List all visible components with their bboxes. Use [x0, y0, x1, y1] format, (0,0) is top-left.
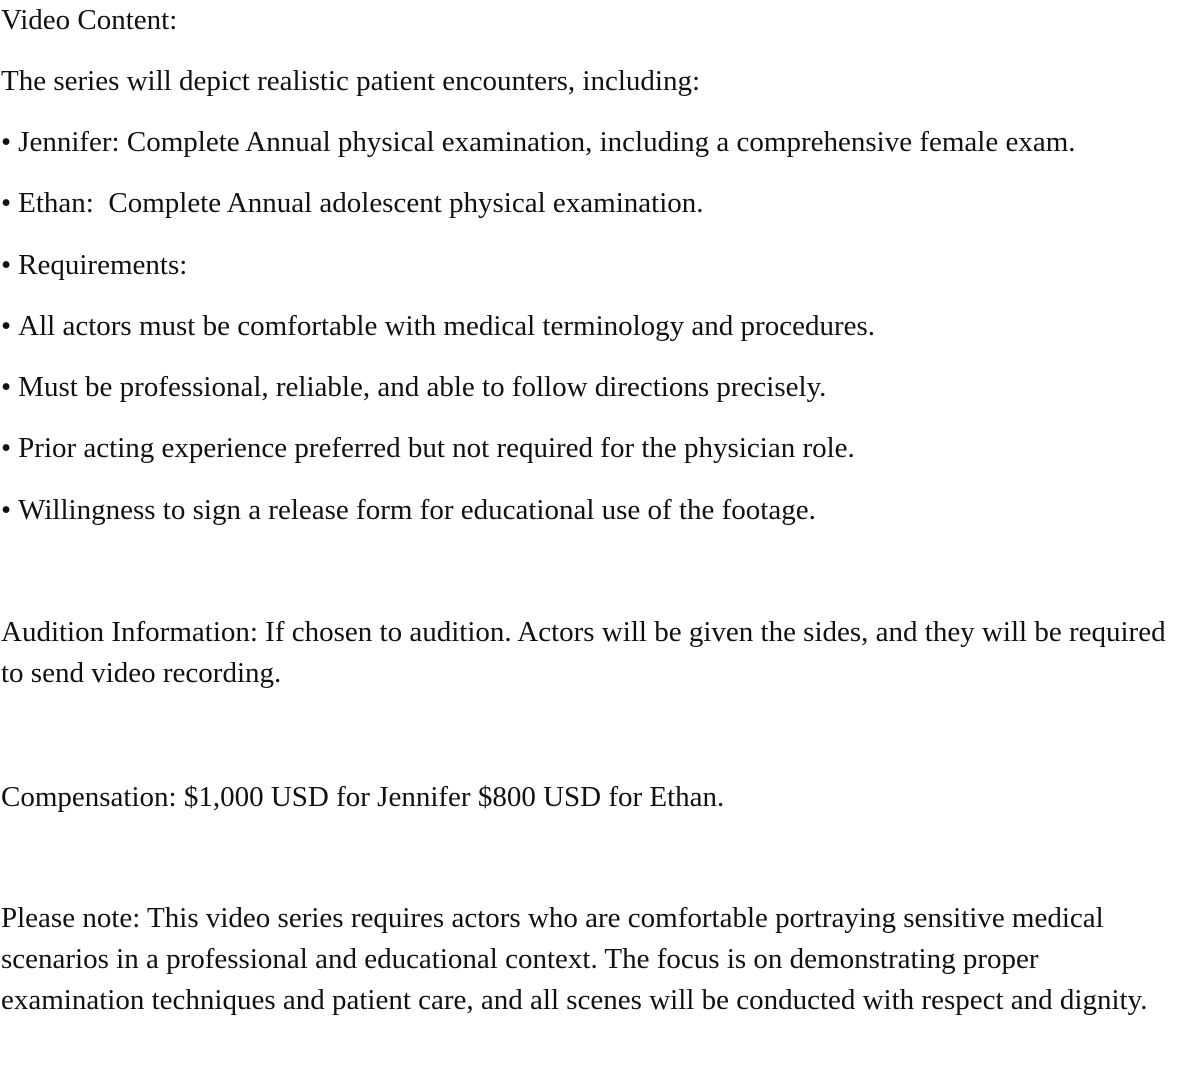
list-item-text: Prior acting experience preferred but not required for the physician role.	[18, 432, 855, 464]
list-item	[1, 428, 855, 468]
bullet-icon: •	[1, 187, 12, 219]
bullet-icon: •	[1, 371, 12, 403]
list-item	[1, 183, 704, 223]
list-item-text: All actors must be comfortable with medical terminology and procedures.	[18, 310, 876, 342]
list-item-text: Willingness to sign a release form for educational use of the footage.	[18, 494, 816, 526]
bullet-icon: •	[1, 432, 12, 464]
section-heading: Video Content:	[1, 4, 178, 36]
bullet-icon: •	[1, 249, 12, 281]
list-item	[1, 490, 816, 530]
intro-text: The series will depict realistic patient encounters, including:	[1, 65, 701, 97]
list-item-text: Jennifer: Complete Annual physical examination, including a comprehensive female exam.	[18, 126, 1076, 158]
bullet-icon: •	[1, 310, 12, 342]
list-item	[1, 367, 826, 407]
list-item-text: Requirements:	[18, 249, 188, 281]
audition-paragraph: Audition Information: If chosen to audition. Actors will be given the sides, and they will be required to send video recording.	[1, 616, 1166, 689]
list-item	[1, 245, 187, 285]
list-item-text: Must be professional, reliable, and able to follow directions precisely.	[18, 371, 827, 403]
bullet-icon: •	[1, 126, 12, 158]
compensation-paragraph: Compensation: $1,000 USD for Jennifer $800 USD for Ethan.	[1, 781, 725, 813]
list-item	[1, 122, 1076, 162]
list-item	[1, 306, 875, 346]
bullet-icon: •	[1, 494, 12, 526]
list-item-text: Ethan: Complete Annual adolescent physical examination.	[18, 187, 704, 219]
note-paragraph: Please note: This video series requires actors who are comfortable portraying sensitive medical scenarios in a professional and educational context. The focus is on demonstrating proper examination techniques and patient care, and all scenes will be conducted with respect and dignity.	[1, 902, 1148, 1016]
